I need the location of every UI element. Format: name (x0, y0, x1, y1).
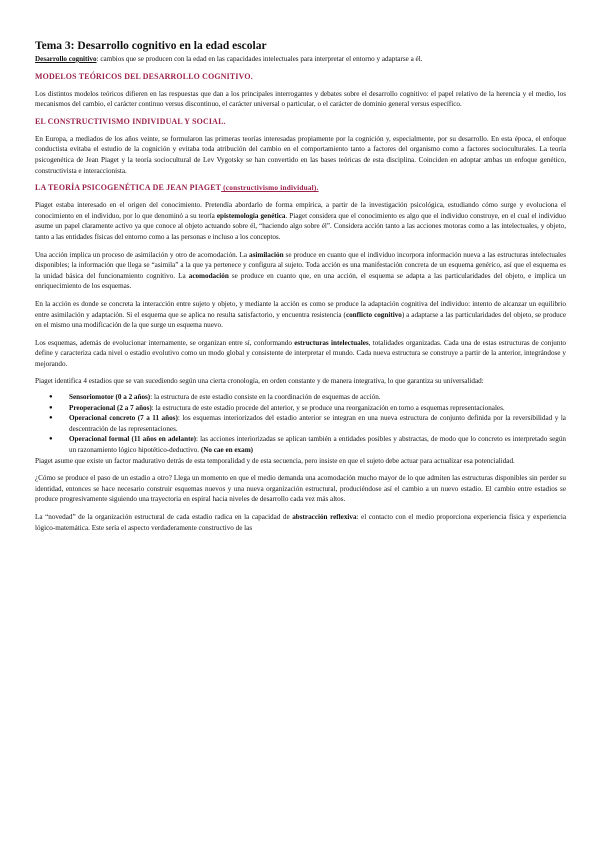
document-page (35, 40, 566, 533)
paragraph-piaget-7: ¿Cómo se produce el paso de un estadio a otro? Llega un momento en que el medio demanda una acomodación mucho mayor de lo que admiten las estructuras disponibles sin perder su identidad, entonces se hace necesario construir esquemas nuevos y una nueva organización estructural, produciéndose así el cambio a un nuevo estadio. El cambio entre estadios se produce progresivamente siguiendo una trayectoria en espiral hacia niveles de desarrollo cada vez más altos. (35, 474, 566, 504)
text-run: se produce en cuanto que, en una acción, el esquema se adapta a las particularidades del objeto, e implica un enriquecimiento de los esquemas. (35, 271, 566, 291)
text-run: : el contacto con el medio proporciona experiencia física y experiencia lógico-matemática. Este sería el aspecto verdaderamente constructivo de las (35, 513, 567, 532)
definition-paragraph (35, 54, 566, 65)
list-item (69, 392, 566, 403)
paragraph-piaget-8 (35, 512, 566, 533)
heading-piaget (35, 183, 566, 193)
text-run: Piaget estaba interesado en el origen del conocimiento. Pretendía abordarlo de forma empírica, a partir de la investigación psicológica, estudiando cómo surge y evoluciona el conocimiento en el individuo, por lo que denominó a su teoría (35, 201, 566, 220)
paragraph-piaget-2 (35, 250, 566, 292)
text-run: se produce en cuanto que el individuo incorpora información nueva a las estructuras intelectuales disponibles; la información que llega se “asimila” a la que ya pertenece y configura al sujeto. Toda acción es una manifestación concreta de un esquema genérico, así que el esquema es la unidad básica del funcionamiento cognitivo. La (35, 250, 566, 280)
stage-text: : las acciones interiorizadas se aplican también a entidades posibles y abstractas, de modo que lo concreto es interpretado según un razonamiento lógico hipotético-deductivo. (69, 435, 566, 455)
term-epistemologia-genetica: epistemología genética (216, 211, 286, 220)
paragraph-piaget-1 (35, 200, 566, 242)
paragraph-modelos: Los distintos modelos teóricos difieren en las respuestas que dan a los principales interrogantes y debates sobre el desarrollo cognitivo: el papel relativo de la herencia y el medio, los mecanismos del cambio, el carácter continuo versus discontinuo, el carácter universal o particular, o el carácter de dominio general versus específico. (35, 89, 566, 109)
text-run: Una acción implica un proceso de asimilación y otro de acomodación. La (35, 250, 250, 259)
paragraph-piaget-4 (35, 338, 566, 370)
text-run: En la acción es donde se concreta la interacción entre sujeto y objeto, y mediante la acción es como se produce la adaptación cognitiva del individuo: intento de alcanzar un equilibrio entre asimilación y adaptación. Si el esquema que se aplica no resulta satisfactorio, y encuentra resistencia ( (35, 299, 566, 319)
list-item (69, 413, 566, 434)
definition-term: Desarrollo cognitivo (35, 55, 97, 63)
term-acomodacion: acomodación (188, 271, 229, 280)
text-run: La “novedad” de la organización estructural de cada estadio radica en la capacidad de (35, 513, 293, 521)
paragraph-piaget-5: Piaget identifica 4 estadios que se van sucediendo según una cierta cronología, en orden constante y de manera integrativa, lo que garantiza su universalidad: (35, 377, 484, 386)
term-asimilacion: asimilación (249, 250, 284, 259)
term-abstraccion-reflexiva: abstracción reflexiva (292, 513, 357, 521)
heading-modelos-teoricos: MODELOS TEÓRICOS DEL DESARROLLO COGNITIVO. (35, 71, 253, 81)
text-run: Los esquemas, además de evolucionar internamente, se organizan entre sí, conformando (35, 338, 295, 347)
stage-text: : la estructura de este estadio procede del anterior, y se produce una reorganización en torno a esquemas representacionales. (151, 403, 505, 412)
paragraph-piaget-6: Piaget asume que existe un factor madurativo detrás de esta temporalidad y de esta secuencia, pero insiste en que el sujeto debe actuar para actualizar esa potencialidad. (35, 456, 515, 465)
stages-list (35, 392, 566, 456)
paragraph-piaget-3 (35, 299, 566, 331)
text-run: . Piaget considera que el conocimiento es algo que el individuo construye, en el cual el individuo asume un papel claramente activo ya que conoce al objeto actuando sobre él, “haciendo algo sobre él”. Considera acción tanto a las acciones motoras como a las intelectuales, y objeto, tanto a las entidades físicas del entorno como a las personas e incluso a los conceptos. (35, 211, 566, 241)
heading-piaget-sub: (constructivismo individual). (221, 183, 319, 193)
paragraph-constructivismo: En Europa, a mediados de los años veinte, se formularon las primeras teorías interesadas propiamente por la cognición y, especialmente, por su desarrollo. En esta época, el enfoque conductista evitaba el estudio de la cognición y evitaba toda atribución del cambio en el comportamiento tanto a factores del organismo como a factores socioculturales. La teoría psicogenética de Jean Piaget y la teoría sociocultural de Lev Vygotsky se han convertido en las bases teóricas de esta disciplina. Coinciden en adoptar ambas un enfoque genético, constructivista e interaccionista. (35, 134, 566, 175)
text-run: ) a adaptarse a las particularidades del objeto, se produce en el mismo una modificación de la que surge un esquema nuevo. (35, 310, 566, 330)
heading-constructivismo: EL CONSTRUCTIVISMO INDIVIDUAL Y SOCIAL. (35, 116, 226, 126)
term-estructuras-intelectuales: estructuras intelectuales (294, 338, 369, 347)
stage-name: Sensoriomotor (0 a 2 años) (69, 393, 151, 402)
list-item (69, 434, 566, 455)
stage-text: : la estructura de este estadio consiste en la coordinación de esquemas de acción. (150, 393, 381, 402)
stage-name: Operacional concreto (7 a 11 años) (69, 414, 178, 423)
text-run: , totalidades organizadas. Cada una de estas estructuras de conjunto define y caracteriza cada nivel o estadio evolutivo como un modo global y consistente de interpretar el mundo. Cada nueva estructura se construye a partir de la anterior, integrándose y mejorando. (35, 338, 566, 368)
document-title: Tema 3: Desarrollo cognitivo en la edad escolar (35, 40, 267, 52)
stage-note: (No cae en exam) (200, 446, 254, 455)
definition-text: : cambios que se producen con la edad en las capacidades intelectuales para interpretar el entorno y adaptarse a él. (96, 55, 423, 63)
stage-text: : los esquemas interiorizados del estadio anterior se integran en una nueva estructura de conjunto definida por la reversibilidad y la descentración de las representaciones. (69, 414, 566, 433)
heading-piaget-main: LA TEORÍA PSICOGENÉTICA DE JEAN PIAGET (35, 183, 222, 193)
list-item (69, 403, 566, 414)
term-conflicto-cognitivo: conflicto cognitivo (345, 310, 402, 319)
stage-name: Preoperacional (2 a 7 años) (69, 403, 152, 412)
stage-name: Operacional formal (11 años en adelante) (69, 435, 197, 444)
